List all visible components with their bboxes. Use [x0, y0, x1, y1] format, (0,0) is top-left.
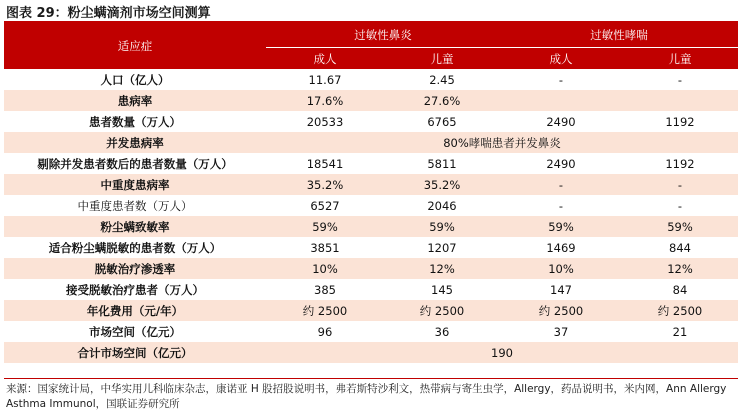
header-sub-child: 儿童	[384, 48, 500, 70]
table-cell: 1469	[500, 237, 622, 258]
table-cell: 145	[384, 279, 500, 300]
table-cell: 2.45	[384, 69, 500, 90]
merged-cell: 190	[266, 342, 738, 363]
table-cell: 18541	[266, 153, 384, 174]
table-cell: 约 2500	[622, 300, 738, 321]
table-row	[4, 69, 738, 90]
table-cell: -	[622, 174, 738, 195]
table-cell: 2490	[500, 111, 622, 132]
table-cell: 10%	[266, 258, 384, 279]
table-cell: 20533	[266, 111, 384, 132]
header-sub-child: 儿童	[622, 48, 738, 70]
table-row	[4, 174, 738, 195]
table-cell: 5811	[384, 153, 500, 174]
table-cell	[622, 90, 738, 111]
table-cell: 2490	[500, 153, 622, 174]
market-size-table	[4, 23, 738, 363]
table-cell: -	[500, 69, 622, 90]
table-cell: 12%	[622, 258, 738, 279]
header-indication: 适应症	[4, 23, 266, 69]
row-label: 中重度患者数（万人）	[4, 195, 266, 216]
table-cell: 约 2500	[384, 300, 500, 321]
table-row	[4, 300, 738, 321]
table-cell: 59%	[622, 216, 738, 237]
table-cell: 59%	[500, 216, 622, 237]
row-label: 人口（亿人）	[4, 69, 266, 90]
table-cell: -	[622, 69, 738, 90]
table-cell: 2046	[384, 195, 500, 216]
table-cell: -	[500, 195, 622, 216]
bottom-rule	[4, 378, 738, 379]
table-cell: 约 2500	[500, 300, 622, 321]
table-cell: -	[500, 174, 622, 195]
merged-cell: 80%哮喘患者并发鼻炎	[266, 132, 738, 153]
table-cell: 10%	[500, 258, 622, 279]
table-row	[4, 321, 738, 342]
table-row	[4, 90, 738, 111]
table-row	[4, 279, 738, 300]
table-cell: 96	[266, 321, 384, 342]
header-sub-adult: 成人	[500, 48, 622, 70]
table-cell: 1192	[622, 111, 738, 132]
row-label: 患病率	[4, 90, 266, 111]
table-cell: 27.6%	[384, 90, 500, 111]
row-label: 患者数量（万人）	[4, 111, 266, 132]
table-cell: 35.2%	[266, 174, 384, 195]
table-row	[4, 216, 738, 237]
figure-title: 图表 29：粉尘螨滴剂市场空间测算	[6, 6, 211, 21]
table-cell: 12%	[384, 258, 500, 279]
table-cell: 1192	[622, 153, 738, 174]
row-label: 市场空间（亿元）	[4, 321, 266, 342]
source-note: 来源：国家统计局，中华实用儿科临床杂志，康诺亚 H 股招股说明书，弗若斯特沙利文，热带病与寄生虫学，Allergy，药品说明书，米内网，Ann Allergy Asthma Immunol，国联证券研究所	[6, 383, 727, 410]
table-row	[4, 342, 738, 363]
row-label: 适合粉尘螨脱敏的患者数（万人）	[4, 237, 266, 258]
table-cell: -	[622, 195, 738, 216]
row-label: 并发患病率	[4, 132, 266, 153]
table-cell: 35.2%	[384, 174, 500, 195]
table-row	[4, 237, 738, 258]
table-cell: 385	[266, 279, 384, 300]
table-cell: 37	[500, 321, 622, 342]
table-row	[4, 258, 738, 279]
table-cell: 11.67	[266, 69, 384, 90]
table-cell	[500, 90, 622, 111]
table-row	[4, 195, 738, 216]
table-cell: 84	[622, 279, 738, 300]
row-label: 脱敏治疗渗透率	[4, 258, 266, 279]
table-cell: 36	[384, 321, 500, 342]
table-cell: 17.6%	[266, 90, 384, 111]
table-cell: 3851	[266, 237, 384, 258]
table-cell: 21	[622, 321, 738, 342]
table-row	[4, 153, 738, 174]
table-cell: 147	[500, 279, 622, 300]
table-cell: 59%	[384, 216, 500, 237]
row-label: 接受脱敏治疗患者（万人）	[4, 279, 266, 300]
row-label: 剔除并发患者数后的患者数量（万人）	[4, 153, 266, 174]
table-cell: 1207	[384, 237, 500, 258]
row-label: 粉尘螨致敏率	[4, 216, 266, 237]
row-label: 年化费用（元/年）	[4, 300, 266, 321]
header-sub-adult: 成人	[266, 48, 384, 70]
table-cell: 约 2500	[266, 300, 384, 321]
header-group-rhinitis: 过敏性鼻炎	[266, 23, 500, 48]
header-group-asthma: 过敏性哮喘	[500, 23, 738, 48]
table-cell: 6527	[266, 195, 384, 216]
row-label: 合计市场空间（亿元）	[4, 342, 266, 363]
table-cell: 6765	[384, 111, 500, 132]
row-label: 中重度患病率	[4, 174, 266, 195]
table-cell: 59%	[266, 216, 384, 237]
table-row	[4, 111, 738, 132]
table-row	[4, 132, 738, 153]
table-cell: 844	[622, 237, 738, 258]
